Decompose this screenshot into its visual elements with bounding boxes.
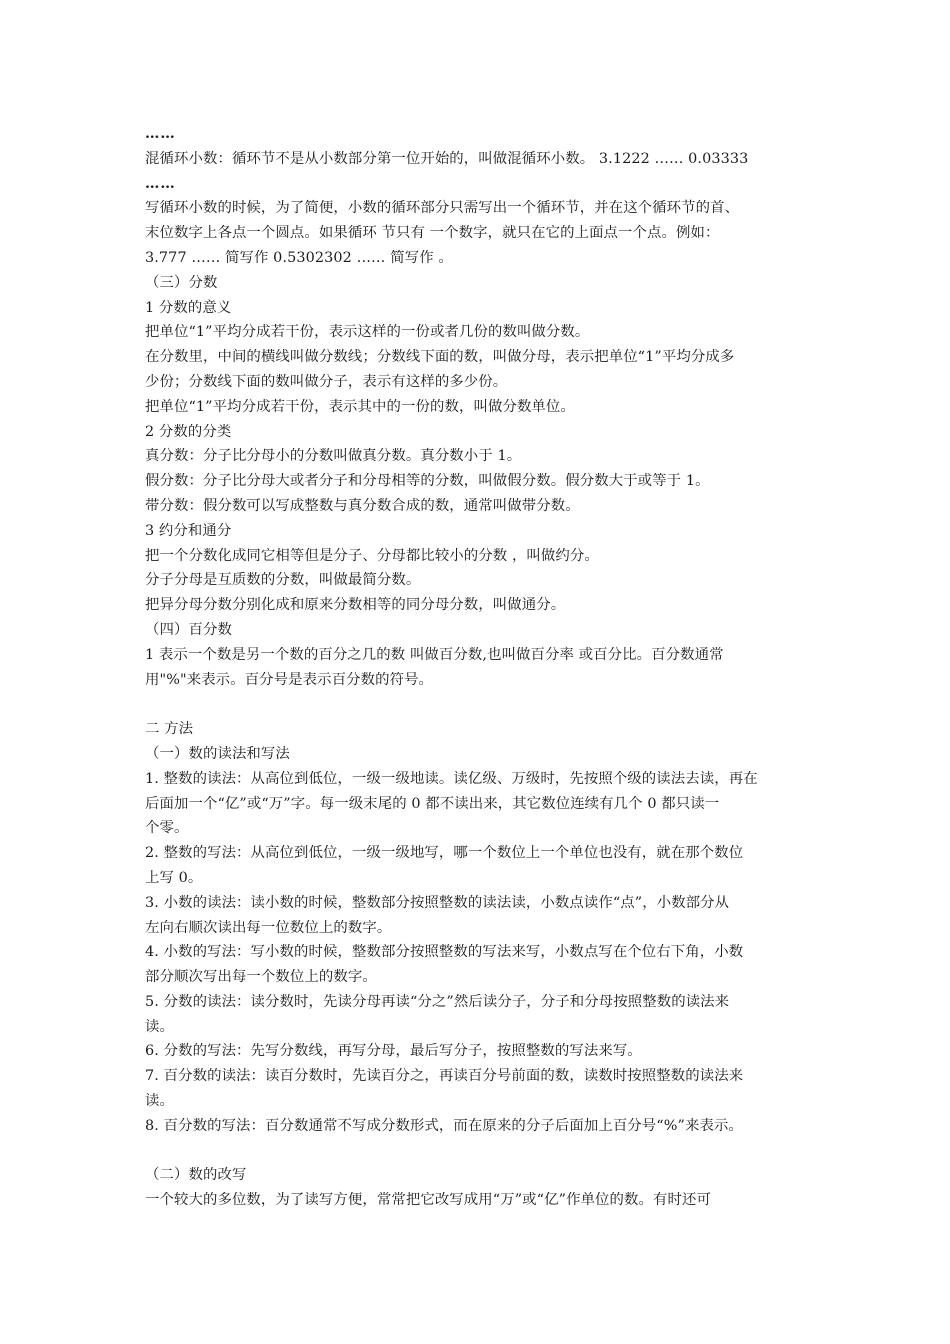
text-line: …… [145, 125, 176, 142]
subsection-heading: 1 分数的意义 [145, 299, 232, 316]
text-line: 个零。 [145, 820, 189, 837]
text-line: 在分数里，中间的横线叫做分数线；分数线下面的数，叫做分母，表示把单位“1”平均分成多 [145, 349, 735, 366]
section-heading: （二）数的改写 [145, 1167, 247, 1184]
subsection-heading: 3 约分和通分 [145, 522, 232, 539]
text-line: 把异分母分数分别化成和原来分数相等的同分母分数，叫做通分。 [145, 597, 566, 614]
text-line: 假分数：分子比分母大或者分子和分母相等的分数，叫做假分数。假分数大于或等于 1。 [145, 473, 710, 490]
text-line: 真分数：分子比分母小的分数叫做真分数。真分数小于 1。 [145, 448, 522, 465]
text-line: 左向右顺次读出每一位数位上的数字。 [145, 919, 392, 936]
text-line: …… [145, 174, 176, 192]
text-line: 少份；分数线下面的数叫做分子，表示有这样的多少份。 [145, 373, 508, 390]
section-heading: （三）分数 [145, 274, 218, 291]
text-line: 把单位“1”平均分成若干份，表示其中的一份的数，叫做分数单位。 [145, 398, 575, 415]
blank-line [145, 692, 830, 717]
text-line: 1 表示一个数是另一个数的百分之几的数 叫做百分数,也叫做百分率 或百分比。百分数通常 [145, 646, 724, 663]
text-line: 8. 百分数的写法：百分数通常不写成分数形式，而在原来的分子后面加上百分号“%”来表示。 [145, 1117, 743, 1134]
text-line: 把一个分数化成同它相等但是分子、分母都比较小的分数 ，叫做约分。 [145, 547, 599, 564]
text-line: 读。 [145, 1093, 174, 1110]
text-line: 5. 分数的读法：读分数时，先读分母再读“分之”然后读分子，分子和分母按照整数的读法来 [145, 993, 730, 1010]
text-line: 3.777 …… 简写作 0.5302302 …… 简写作 。 [145, 249, 453, 266]
text-line: 1. 整数的读法：从高位到低位，一级一级地读。读亿级、万级时，先按照个级的读法去读，再在 [145, 770, 758, 787]
text-line: 6. 分数的写法：先写分数线，再写分母，最后写分子，按照整数的写法来写。 [145, 1043, 642, 1060]
text-line: 上写 0。 [145, 869, 203, 886]
text-line: 分子分母是互质数的分数，叫做最简分数。 [145, 572, 421, 589]
text-line: 后面加一个“亿”或“万”字。每一级末尾的 0 都不读出来，其它数位连续有几个 0 都只读一 [145, 795, 720, 812]
subsection-heading: 2 分数的分类 [145, 423, 232, 440]
text-line: 混循环小数：循环节不是从小数部分第一位开始的，叫做混循环小数。 3.1222 …… 0.03333 [145, 150, 749, 167]
text-line: 一个较大的多位数，为了读写方便，常常把它改写成用“万”或“亿”作单位的数。有时还可 [145, 1192, 711, 1209]
text-line: 用"%"来表示。百分号是表示百分数的符号。 [145, 671, 434, 688]
text-line: 把单位“1”平均分成若干份，表示这样的一份或者几份的数叫做分数。 [145, 324, 590, 341]
section-heading: （四）百分数 [145, 621, 232, 638]
text-line: 3. 小数的读法：读小数的时候，整数部分按照整数的读法读，小数点读作“点”，小数部分从 [145, 894, 730, 911]
blank-line [145, 1139, 830, 1164]
text-line: 7. 百分数的读法：读百分数时，先读百分之，再读百分号前面的数，读数时按照整数的读法来 [145, 1068, 744, 1085]
document-body [145, 122, 830, 1213]
text-line: 2. 整数的写法：从高位到低位，一级一级地写，哪一个数位上一个单位也没有，就在那个数位 [145, 845, 744, 862]
chapter-heading: 二 方法 [145, 721, 194, 738]
text-line: 读。 [145, 1018, 174, 1035]
text-line: 4. 小数的写法：写小数的时候，整数部分按照整数的写法来写，小数点写在个位右下角，小数 [145, 944, 744, 961]
text-line: 末位数字上各点一个圆点。如果循环 节只有 一个数字，就只在它的上面点一个点。例如： [145, 225, 720, 242]
section-heading: （一）数的读法和写法 [145, 745, 290, 762]
text-line: 部分顺次写出每一个数位上的数字。 [145, 969, 377, 986]
text-line: 带分数：假分数可以写成整数与真分数合成的数，通常叫做带分数。 [145, 497, 580, 514]
text-line: 写循环小数的时候，为了简便，小数的循环部分只需写出一个循环节，并在这个循环节的首、 [145, 200, 740, 217]
